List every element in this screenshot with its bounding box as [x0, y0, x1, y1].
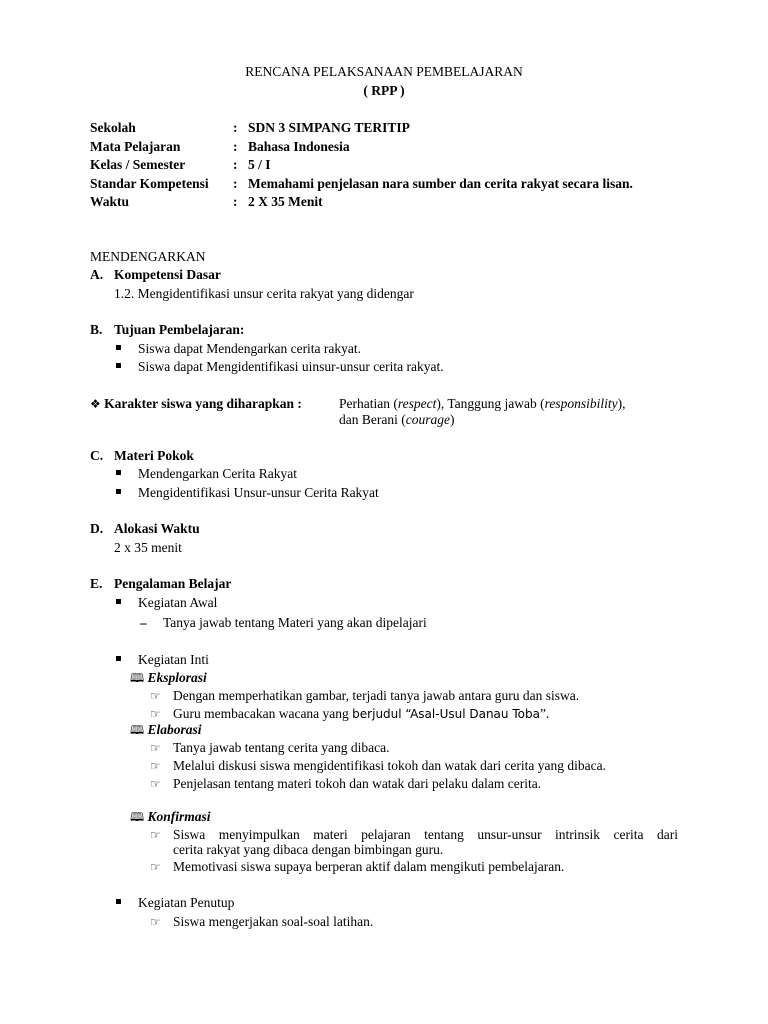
karakter-text: dan Berani (: [339, 412, 406, 427]
konfirmasi-item: Siswa menyimpulkan materi pelajaran tentang unsur-unsur intrinsik cerita dari: [173, 827, 678, 842]
bullet-icon: [116, 363, 121, 368]
list-item-text: Siswa dapat Mendengarkan cerita rakyat.: [138, 341, 362, 356]
section-letter: C.: [90, 448, 104, 463]
identity-value: 5 / I: [248, 157, 271, 172]
identity-label: Standar Kompetensi: [90, 176, 209, 191]
eksplorasi-item-text: Guru membacakan wacana yang: [173, 706, 353, 721]
identity-value: 2 X 35 Menit: [248, 194, 323, 209]
karakter-text: Perhatian (: [339, 396, 398, 411]
section-title: Materi Pokok: [114, 448, 194, 463]
book-icon: 🕮: [130, 723, 145, 737]
konfirmasi-item-cont: cerita rakyat yang dibaca dengan bimbingan guru.: [173, 842, 444, 857]
page-title: RENCANA PELAKSANAAN PEMBELAJARAN: [245, 64, 523, 79]
bullet-icon: [116, 656, 121, 661]
section-text: 1.2. Mengidentifikasi unsur cerita rakyat yang didengar: [114, 286, 414, 301]
page-subtitle: ( RPP ): [363, 83, 405, 98]
elaborasi-item: Tanya jawab tentang cerita yang dibaca.: [173, 740, 390, 755]
konfirmasi-item: Memotivasi siswa supaya berperan aktif dalam mengikuti pembelajaran.: [173, 859, 565, 874]
eksplorasi-heading: [130, 670, 207, 686]
list-item: [116, 466, 121, 482]
identity-label: Kelas / Semester: [90, 157, 186, 172]
bullet-icon: [116, 899, 121, 904]
list-item: [116, 485, 121, 501]
identity-value: Memahami penjelasan nara sumber dan cerita rakyat secara lisan.: [248, 176, 633, 191]
identity-value: SDN 3 SIMPANG TERITIP: [248, 120, 410, 135]
pointer-icon: ☞: [150, 707, 161, 721]
skill-heading: MENDENGARKAN: [90, 249, 206, 264]
section-letter: E.: [90, 576, 103, 591]
list-item: [116, 895, 121, 911]
list-item: [116, 595, 121, 611]
elaborasi-item: Melalui diskusi siswa mengidentifikasi tokoh dan watak dari cerita yang dibaca.: [173, 758, 607, 773]
karakter-label: [90, 396, 302, 412]
list-item: [116, 359, 121, 375]
book-icon: 🕮: [130, 671, 145, 685]
kegiatan-penutup-item: Siswa mengerjakan soal-soal latihan.: [173, 914, 374, 929]
eksplorasi-item-text: ”.: [539, 706, 550, 721]
section-title: Tujuan Pembelajaran:: [114, 322, 245, 337]
pointer-icon: ☞: [150, 828, 161, 842]
pointer-icon: ☞: [150, 759, 161, 773]
section-title: Kompetensi Dasar: [114, 267, 221, 282]
identity-separator: :: [233, 157, 238, 172]
story-title: berjudul “Asal-Usul Danau Toba: [352, 707, 540, 721]
identity-label: Sekolah: [90, 120, 136, 135]
bullet-icon: [116, 470, 121, 475]
pointer-icon: ☞: [150, 860, 161, 874]
kegiatan-awal-label: Kegiatan Awal: [138, 595, 218, 610]
bullet-icon: [116, 345, 121, 350]
kegiatan-awal-item: Tanya jawab tentang Materi yang akan dipelajari: [163, 615, 427, 630]
section-text: 2 x 35 menit: [114, 540, 182, 555]
section-letter: A.: [90, 267, 104, 282]
pointer-icon: ☞: [150, 741, 161, 755]
kegiatan-inti-label: Kegiatan Inti: [138, 652, 209, 667]
karakter-term: responsibility: [544, 396, 618, 411]
karakter-text: ), Tanggung jawab (: [436, 396, 545, 411]
konfirmasi-heading: [130, 809, 211, 825]
kegiatan-penutup-label: Kegiatan Penutup: [138, 895, 235, 910]
identity-separator: :: [233, 120, 238, 135]
pointer-icon: ☞: [150, 777, 161, 791]
identity-label: Mata Pelajaran: [90, 139, 181, 154]
karakter-text: ),: [617, 396, 626, 411]
elaborasi-title: Elaborasi: [147, 722, 202, 737]
pointer-icon: ☞: [150, 915, 161, 929]
pointer-icon: ☞: [150, 689, 161, 703]
list-item: [116, 341, 121, 357]
elaborasi-heading: [130, 722, 202, 738]
bullet-icon: [116, 599, 121, 604]
karakter-values-line2: [339, 412, 454, 428]
identity-separator: :: [233, 176, 238, 191]
konfirmasi-title: Konfirmasi: [147, 809, 211, 824]
section-title: Pengalaman Belajar: [114, 576, 232, 591]
section-letter: B.: [90, 322, 103, 337]
book-icon: 🕮: [130, 810, 145, 824]
karakter-text: ): [449, 412, 455, 427]
diamond-bullet-icon: ❖: [90, 397, 101, 411]
section-title: Alokasi Waktu: [114, 521, 200, 536]
identity-separator: :: [233, 139, 238, 154]
karakter-values-line1: [339, 396, 626, 412]
bullet-icon: [116, 489, 121, 494]
identity-label: Waktu: [90, 194, 130, 209]
section-letter: D.: [90, 521, 104, 536]
karakter-label-text: Karakter siswa yang diharapkan :: [104, 396, 302, 411]
identity-separator: :: [233, 194, 238, 209]
identity-value: Bahasa Indonesia: [248, 139, 350, 154]
dash-icon: –: [140, 615, 147, 630]
eksplorasi-title: Eksplorasi: [147, 670, 207, 685]
list-item-text: Mendengarkan Cerita Rakyat: [138, 466, 297, 481]
elaborasi-item: Penjelasan tentang materi tokoh dan watak dari pelaku dalam cerita.: [173, 776, 542, 791]
list-item: [116, 652, 121, 668]
list-item-text: Siswa dapat Mengidentifikasi uinsur-unsur cerita rakyat.: [138, 359, 444, 374]
karakter-term: respect: [397, 396, 437, 411]
eksplorasi-item: [173, 706, 549, 722]
eksplorasi-item: Dengan memperhatikan gambar, terjadi tanya jawab antara guru dan siswa.: [173, 688, 580, 703]
karakter-term: courage: [405, 412, 450, 427]
list-item-text: Mengidentifikasi Unsur-unsur Cerita Rakyat: [138, 485, 379, 500]
